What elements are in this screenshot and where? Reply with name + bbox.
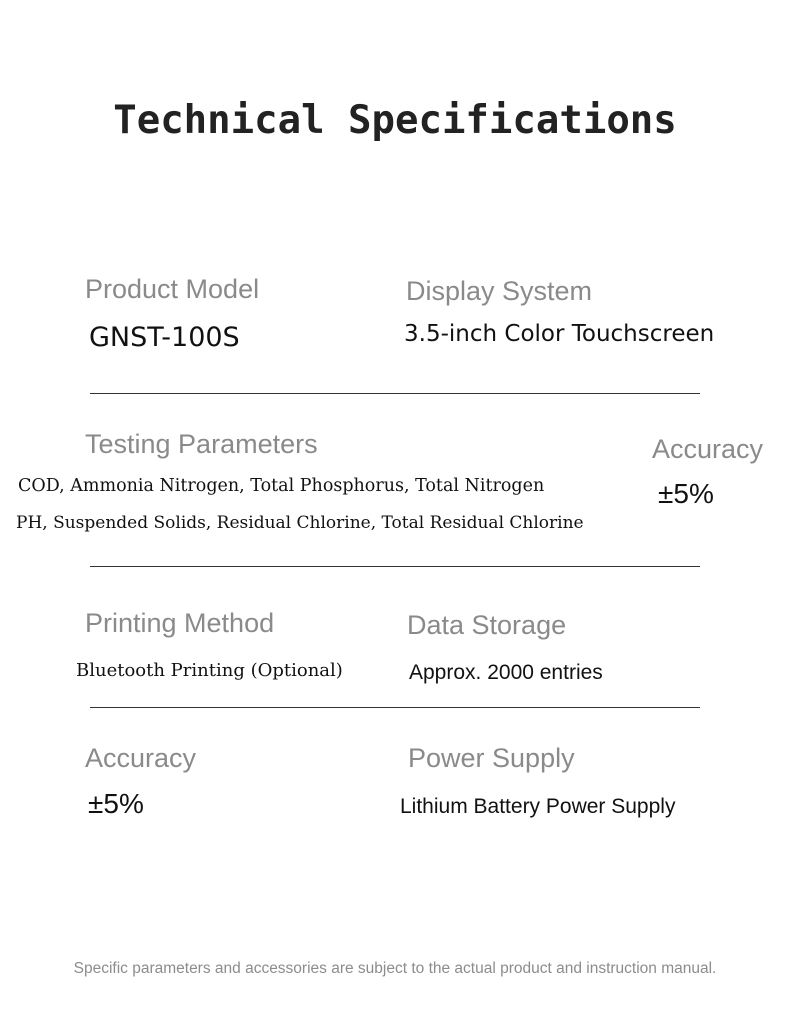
display-system-label: Display System [406, 276, 593, 306]
power-supply-value: Lithium Battery Power Supply [400, 795, 676, 818]
display-system-value: 3.5-inch Color Touchscreen [404, 321, 715, 347]
accuracy-label: Accuracy [85, 743, 197, 773]
testing-parameters-line-1: COD, Ammonia Nitrogen, Total Phosphorus, Total Nitrogen [18, 476, 545, 496]
data-storage-label: Data Storage [407, 610, 567, 640]
divider [90, 393, 700, 394]
divider [90, 707, 700, 708]
footnote: Specific parameters and accessories are subject to the actual product and instruction manual. [73, 960, 717, 977]
printing-method-value: Bluetooth Printing (Optional) [76, 660, 343, 681]
accuracy-value: ±5% [658, 478, 714, 509]
printing-method-label: Printing Method [85, 608, 275, 638]
product-model-label: Product Model [85, 274, 260, 304]
accuracy-label: Accuracy [652, 434, 764, 464]
accuracy-value: ±5% [88, 788, 144, 819]
testing-parameters-label: Testing Parameters [85, 429, 318, 459]
divider [90, 566, 700, 567]
data-storage-value: Approx. 2000 entries [409, 661, 603, 684]
testing-parameters-line-2: PH, Suspended Solids, Residual Chlorine, Total Residual Chlorine [16, 513, 584, 533]
page-title: Technical Specifications [113, 98, 677, 143]
product-model-value: GNST-100S [89, 322, 240, 353]
power-supply-label: Power Supply [408, 743, 575, 773]
